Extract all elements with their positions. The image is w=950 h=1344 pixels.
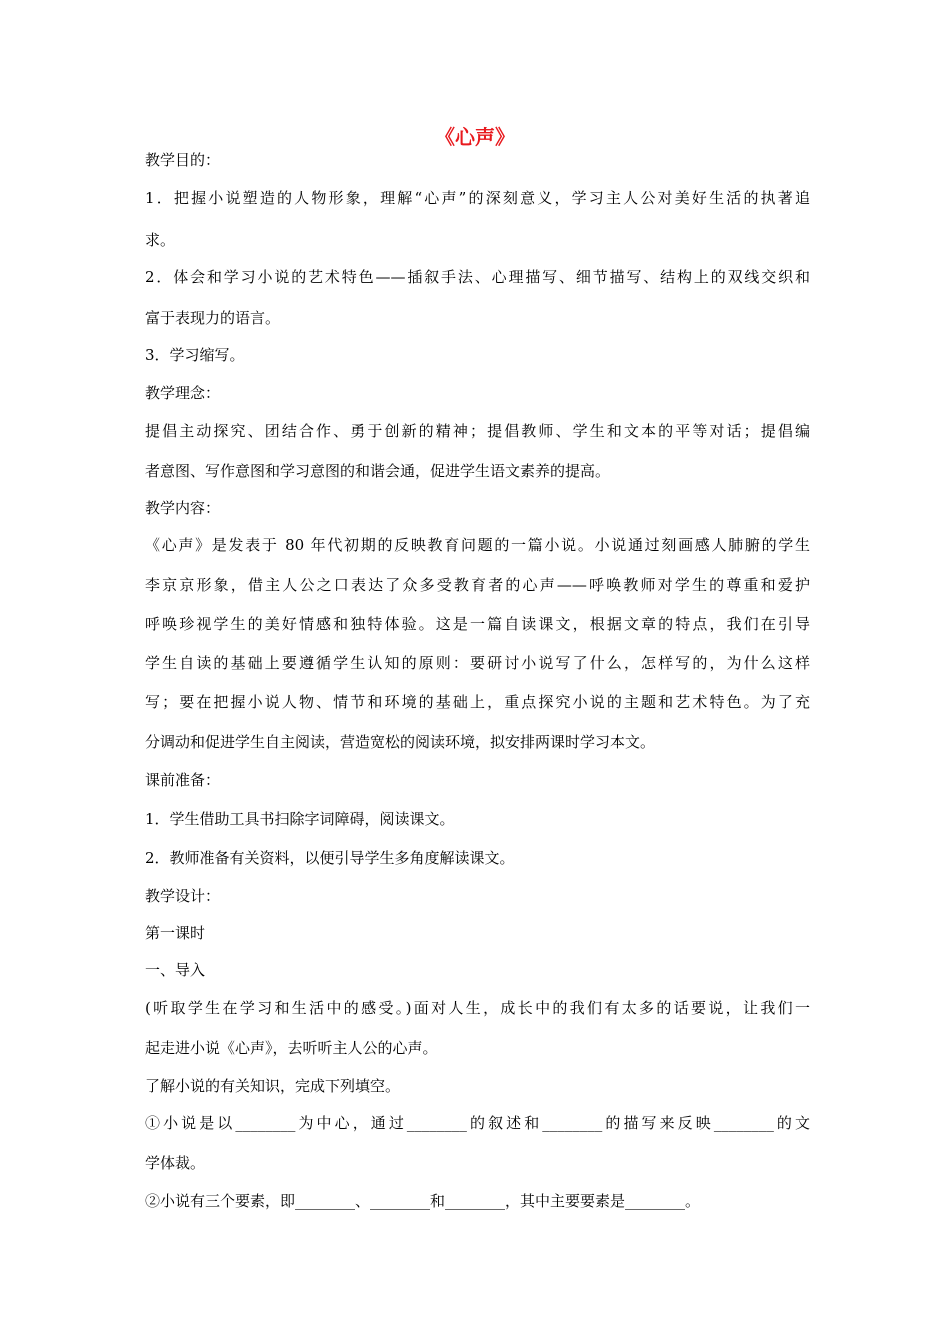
content-line-5: 写；要在把握小说人物、情节和环境的基础上，重点探究小说的主题和艺术特色。为了充 <box>145 693 810 711</box>
philosophy-line-2: 者意图、写作意图和学习意图的和谐会通，促进学生语文素养的提高。 <box>145 462 611 480</box>
section-intro: 一、导入 <box>145 961 206 979</box>
heading-preparation: 课前准备： <box>145 771 221 789</box>
fill-blank-1-line-2: 学体裁。 <box>145 1154 206 1172</box>
content-line-2: 李京京形象，借主人公之口表达了众多受教育者的心声——呼唤教师对学生的尊重和爱护 <box>145 576 810 594</box>
first-lesson: 第一课时 <box>145 924 206 942</box>
intro-line-2: 起走进小说《心声》，去听听主人公的心声。 <box>145 1039 438 1057</box>
content-line-1: 《心声》是发表于 80 年代初期的反映教育问题的一篇小说。小说通过刻画感人肺腑的学生 <box>145 536 810 554</box>
document-title: 《心声》 <box>435 125 515 149</box>
preparation-2: 2．教师准备有关资料，以便引导学生多角度解读课文。 <box>145 849 515 867</box>
objective-2-line-1: 2．体会和学习小说的艺术特色——插叙手法、心理描写、细节描写、结构上的双线交织和 <box>145 268 810 286</box>
fill-blank-2: ②小说有三个要素，即________、________和________，其中主要要素是________。 <box>145 1192 701 1210</box>
preparation-1: 1．学生借助工具书扫除字词障碍，阅读课文。 <box>145 810 455 828</box>
knowledge-prompt: 了解小说的有关知识，完成下列填空。 <box>145 1077 401 1095</box>
objective-2-line-2: 富于表现力的语言。 <box>145 309 281 327</box>
objective-1-line-1: 1．把握小说塑造的人物形象，理解“心声”的深刻意义，学习主人公对美好生活的执著追 <box>145 189 810 207</box>
philosophy-line-1: 提倡主动探究、团结合作、勇于创新的精神；提倡教师、学生和文本的平等对话；提倡编 <box>145 422 810 440</box>
fill-blank-1-line-1: ①小说是以________为中心，通过________的叙述和________的描写来反映________的文 <box>145 1114 810 1132</box>
content-line-4: 学生自读的基础上要遵循学生认知的原则：要研讨小说写了什么，怎样写的，为什么这样 <box>145 654 810 672</box>
content-line-3: 呼唤珍视学生的美好情感和独特体验。这是一篇自读课文，根据文章的特点，我们在引导 <box>145 615 810 633</box>
heading-philosophy: 教学理念： <box>145 384 221 402</box>
heading-design: 教学设计： <box>145 887 221 905</box>
objective-3: 3．学习缩写。 <box>145 346 245 364</box>
heading-content: 教学内容： <box>145 499 221 517</box>
heading-objectives: 教学目的： <box>145 151 221 169</box>
objective-1-line-2: 求。 <box>145 231 176 249</box>
content-line-6: 分调动和促进学生自主阅读，营造宽松的阅读环境，拟安排两课时学习本文。 <box>145 733 656 751</box>
intro-line-1: (听取学生在学习和生活中的感受。)面对人生，成长中的我们有太多的话要说，让我们一 <box>145 999 810 1017</box>
